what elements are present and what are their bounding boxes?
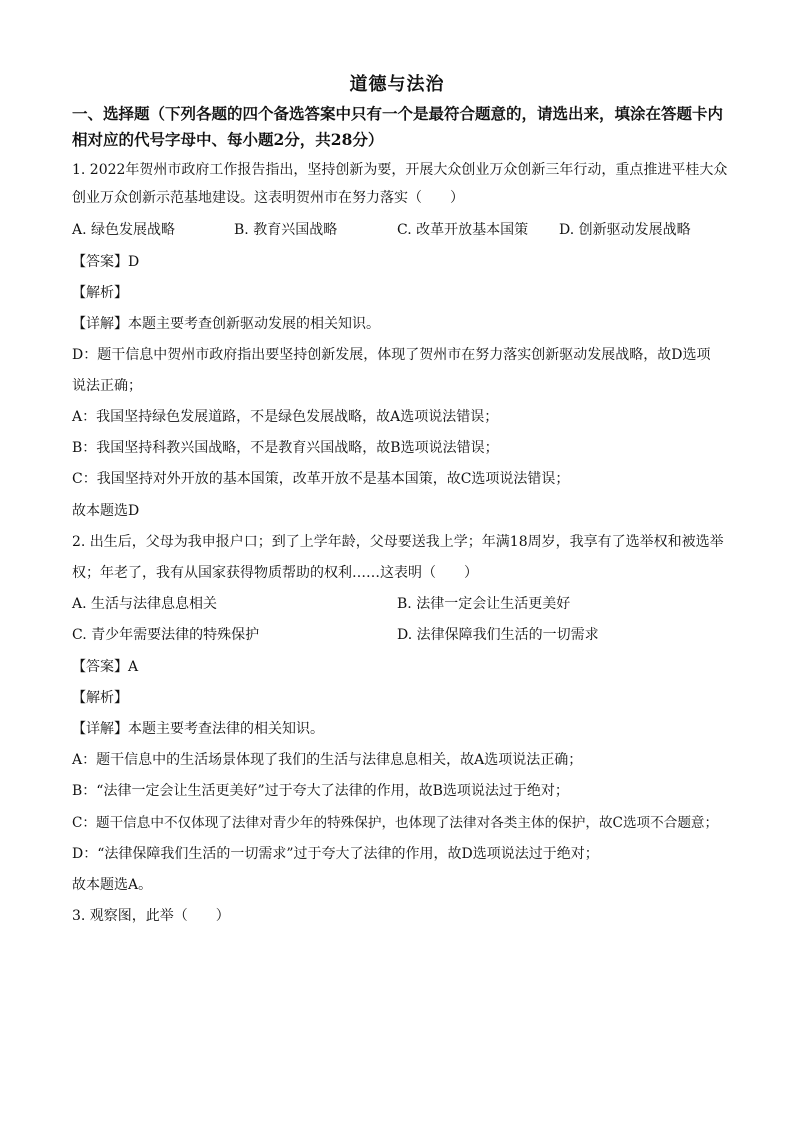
q2-option-d: D. 法律保障我们生活的一切需求 — [397, 627, 599, 643]
q2-analysis: 【解析】 — [72, 690, 128, 706]
q2-answer: 【答案】A — [72, 659, 139, 675]
q1-option-c: C. 改革开放基本国策 — [397, 222, 529, 238]
q1-option-d: D. 创新驱动发展战略 — [559, 222, 691, 238]
q3-stem: 3. 观察图，此举（ ） — [72, 908, 230, 924]
q1-explanation-a: A：我国坚持绿色发展道路，不是绿色发展战略，故A选项说法错误； — [72, 409, 499, 425]
q1-explanation-d-line1: D：题干信息中贺州市政府指出要坚持创新发展，体现了贺州市在努力落实创新驱动发展战略，故D选项 — [72, 347, 711, 363]
q1-analysis: 【解析】 — [72, 285, 128, 301]
q2-stem-line2: 权；年老了，我有从国家获得物质帮助的权利……这表明（ ） — [72, 565, 478, 581]
q2-option-b: B. 法律一定会让生活更美好 — [397, 596, 571, 612]
q2-explanation-b: B：“法律一定会让生活更美好”过于夸大了法律的作用，故B选项说法过于绝对； — [72, 783, 569, 799]
q2-conclusion: 故本题选A。 — [72, 877, 153, 893]
q1-answer: 【答案】D — [72, 254, 140, 270]
q1-explanation-d-line2: 说法正确； — [72, 378, 142, 394]
q1-detail: 【详解】本题主要考查创新驱动发展的相关知识。 — [72, 316, 380, 332]
section-heading: 一、选择题（下列各题的四个备选答案中只有一个是最符合题意的，请选出来，填涂在答题卡内相对应的代号字母中、每小题2分，共28分） — [72, 104, 724, 149]
q1-option-a: A. 绿色发展战略 — [72, 222, 176, 238]
q1-explanation-b: B：我国坚持科教兴国战略，不是教育兴国战略，故B选项说法错误； — [72, 440, 499, 456]
q2-explanation-a: A：题干信息中的生活场景体现了我们的生活与法律息息相关，故A选项说法正确； — [72, 752, 583, 768]
q2-option-a: A. 生活与法律息息相关 — [72, 596, 218, 612]
q1-conclusion: 故本题选D — [72, 503, 140, 519]
q2-stem-line1: 2. 出生后，父母为我申报户口；到了上学年龄，父母要送我上学；年满18周岁，我享有了选举权和被选举 — [72, 534, 724, 550]
q1-stem-line1: 1. 2022年贺州市政府工作报告指出，坚持创新为要，开展大众创业万众创新三年行动，重点推进平桂大众 — [72, 162, 728, 178]
q1-explanation-c: C：我国坚持对外开放的基本国策，改革开放不是基本国策，故C选项说法错误； — [72, 471, 570, 487]
q2-explanation-d: D：“法律保障我们生活的一切需求”过于夸大了法律的作用，故D选项说法过于绝对； — [72, 846, 599, 862]
q1-stem-line2: 创业万众创新示范基地建设。这表明贺州市在努力落实（ ） — [72, 190, 464, 206]
q2-option-c: C. 青少年需要法律的特殊保护 — [72, 627, 260, 643]
q1-option-b: B. 教育兴国战略 — [234, 222, 338, 238]
q2-detail: 【详解】本题主要考查法律的相关知识。 — [72, 721, 324, 737]
q2-explanation-c: C：题干信息中不仅体现了法律对青少年的特殊保护，也体现了法律对各类主体的保护，故C选项不合题意； — [72, 815, 719, 831]
page-title: 道德与法治 — [349, 74, 445, 95]
